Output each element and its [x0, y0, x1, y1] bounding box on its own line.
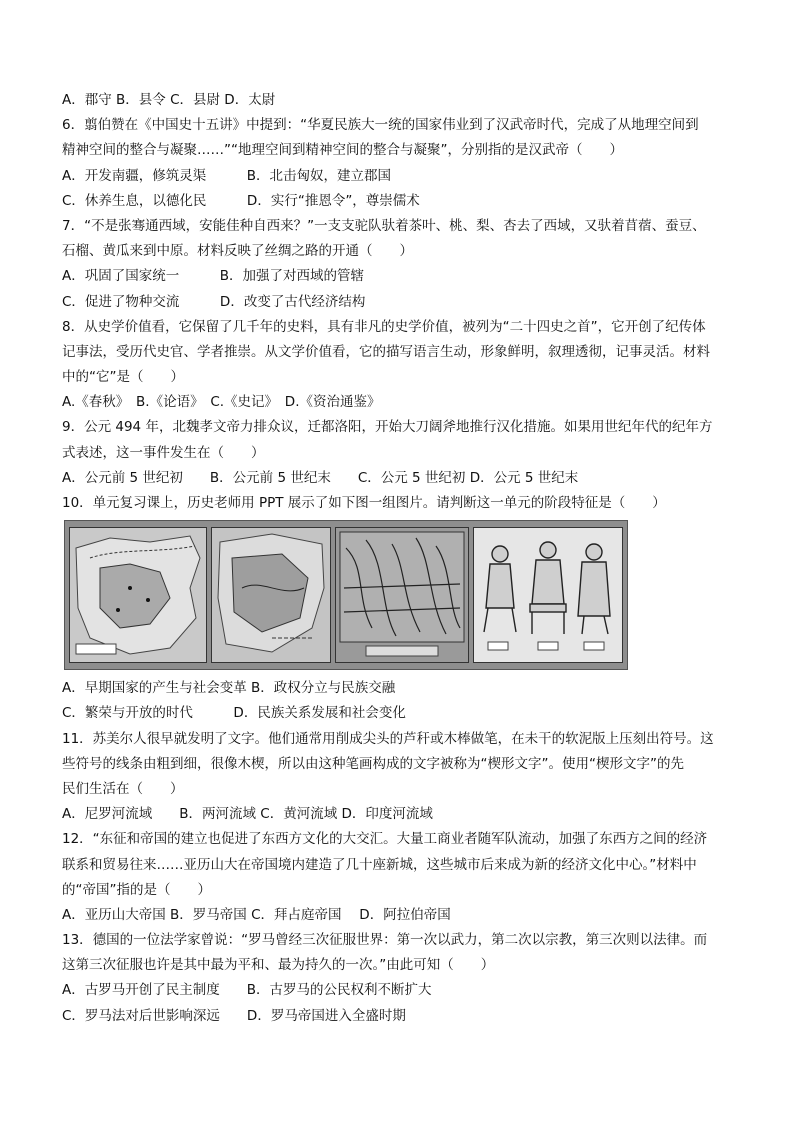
figures-image	[473, 527, 623, 663]
question-text-line: 9．公元 494 年，北魏孝文帝力排众议，迁都洛阳，开始大刀阔斧地推行汉化措施。如果用世纪年代的纪年方	[62, 419, 713, 436]
question-text-line: A．早期国家的产生与社会变革 B．政权分立与民族交融	[62, 680, 396, 697]
territory-map-graphic	[212, 528, 330, 662]
question-text-line: C．促进了物种交流 D．改变了古代经济结构	[62, 293, 366, 310]
question-text-line: 记事法，受历代史官、学者推崇。从文学价值看，它的描写语言生动，形象鲜明，叙理透彻，记事灵活。材料	[62, 343, 710, 360]
question-text-line: A.《春秋》 B.《论语》 C.《史记》 D.《资治通鉴》	[62, 394, 381, 411]
question-text-line: 6．翦伯赞在《中国史十五讲》中提到：“华夏民族大一统的国家伟业到了汉武帝时代，完成了从地理空间到	[62, 117, 699, 134]
question-text-line: 联系和贸易往来……亚历山大在帝国境内建造了几十座新城，这些城市后来成为新的经济文化中心。”材料中	[62, 856, 697, 873]
question-text-line: A．亚历山大帝国 B．罗马帝国 C．拜占庭帝国 D．阿拉伯帝国	[62, 906, 451, 923]
question-text-line: 10．单元复习课上，历史老师用 PPT 展示了如下图一组图片。请判断这一单元的阶段特征是（ ）	[62, 495, 666, 511]
territory-map-image	[211, 527, 331, 663]
question-text-line: 12．“东征和帝国的建立也促进了东西方文化的大交汇。大量工商业者随军队流动，加强了东西方之间的经济	[62, 831, 708, 848]
map-image	[69, 527, 207, 663]
question-text-line: 8．从史学价值看，它保留了几千年的史料，具有非凡的史学价值，被列为“二十四史之首”，它开创了纪传体	[62, 318, 706, 335]
question-text-line: 石榴、黄瓜来到中原。材料反映了丝绸之路的开通（ ）	[62, 243, 413, 260]
question-text-line: A．巩固了国家统一 B．加强了对西域的管辖	[62, 268, 364, 285]
question-10-image-strip	[64, 520, 628, 670]
map-graphic	[70, 528, 206, 662]
question-text-line: 中的“它”是（ ）	[62, 369, 184, 386]
mural-image	[335, 527, 469, 663]
question-text-line: 式表述，这一事件发生在（ ）	[62, 444, 265, 461]
question-text-line: 13．德国的一位法学家曾说：“罗马曾经三次征服世界：第一次以武力，第二次以宗教，第三次则以法律。而	[62, 932, 708, 949]
questions-after-figure	[62, 676, 732, 1029]
question-text-line: A．公元前 5 世纪初 B．公元前 5 世纪末 C．公元 5 世纪初 D．公元 5 世纪末	[62, 469, 579, 486]
question-text-line: 些符号的线条由粗到细，很像木楔，所以由这种笔画构成的文字被称为“楔形文字”。使用“楔形文字”的先	[62, 755, 684, 772]
question-text-line: A．开发南疆，修筑灵渠 B．北击匈奴，建立郡国	[62, 167, 391, 184]
question-text-line: A．古罗马开创了民主制度 B．古罗马的公民权利不断扩大	[62, 982, 432, 999]
question-text-line: C．罗马法对后世影响深远 D．罗马帝国进入全盛时期	[62, 1007, 406, 1024]
questions-before-figure	[62, 88, 732, 516]
question-text-line: 的“帝国”指的是（ ）	[62, 881, 211, 898]
question-text-line: C．繁荣与开放的时代 D．民族关系发展和社会变化	[62, 705, 406, 722]
question-text-line: 民们生活在（ ）	[62, 780, 184, 797]
mural-graphic	[336, 528, 468, 662]
figures-graphic	[474, 528, 622, 662]
question-text-line: C．休养生息，以德化民 D．实行“推恩令”，尊崇儒术	[62, 192, 420, 209]
question-text-line: 精神空间的整合与凝聚……”“地理空间到精神空间的整合与凝聚”，分别指的是汉武帝（ ）	[62, 142, 623, 159]
question-text-line: 这第三次征服也许是其中最为平和、最为持久的一次。”由此可知（ ）	[62, 957, 495, 974]
question-text-line: 7．“不是张骞通西域，安能佳种自西来？”一支支驼队驮着茶叶、桃、梨、杏去了西域，又驮着苜蓿、蚕豆、	[62, 217, 706, 234]
exam-page	[62, 88, 732, 1029]
question-text-line: A．郡守 B．县令 C．县尉 D．太尉	[62, 92, 276, 108]
question-text-line: A．尼罗河流域 B．两河流域 C．黄河流域 D．印度河流域	[62, 806, 433, 823]
question-text-line: 11．苏美尔人很早就发明了文字。他们通常用削成尖头的芦秆或木棒做笔，在未干的软泥版上压刻出符号。这	[62, 730, 714, 747]
